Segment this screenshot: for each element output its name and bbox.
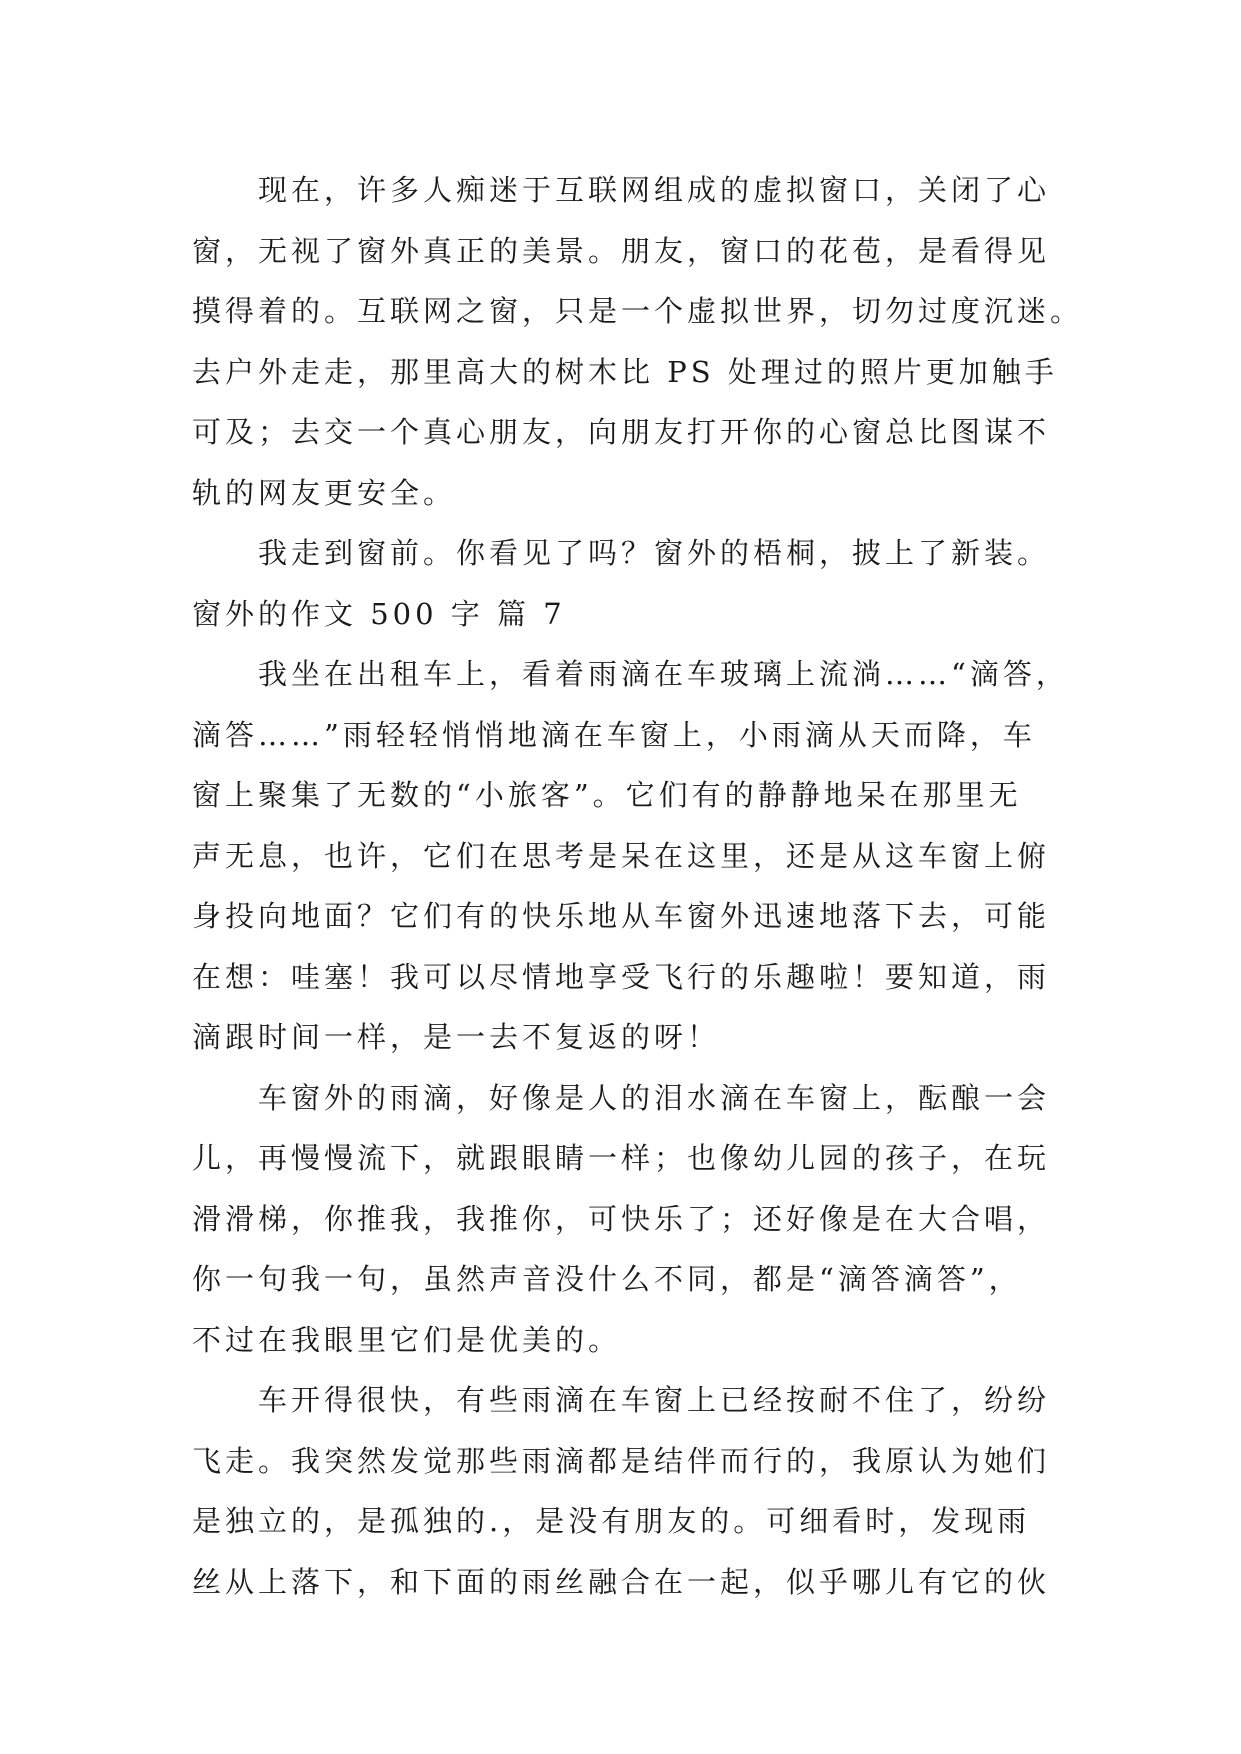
text-line: 可及；去交一个真心朋友，向朋友打开你的心窗总比图谋不: [192, 415, 1051, 449]
text-line: 在想：哇塞！我可以尽情地享受飞行的乐趣啦！要知道，雨: [192, 959, 1051, 994]
text-line: 去户外走走，那里高大的树木比 PS 处理过的照片更加触手: [192, 354, 1058, 389]
section-heading: 窗外的作文 500 字 篇 7: [192, 596, 566, 631]
text-line: 我走到窗前。你看见了吗？窗外的梧桐，披上了新装。: [258, 536, 1051, 570]
text-line: 滑滑梯，你推我，我推你，可快乐了；还好像是在大合唱，: [192, 1201, 1051, 1236]
text-line: 滴跟时间一样，是一去不复返的呀！: [192, 1020, 721, 1054]
text-line: 现在，许多人痴迷于互联网组成的虚拟窗口，关闭了心: [258, 173, 1051, 207]
text-line: 轨的网友更安全。: [192, 475, 457, 510]
text-line: 你一句我一句，虽然声音没什么不同，都是“滴答滴答”，: [192, 1262, 1022, 1296]
text-line: 丝从上落下，和下面的雨丝融合在一起，似乎哪儿有它的伙: [192, 1564, 1051, 1599]
text-line: 飞走。我突然发觉那些雨滴都是结伴而行的，我原认为她们: [192, 1443, 1051, 1478]
essay-body: [192, 160, 1084, 1612]
text-line: 不过在我眼里它们是优美的。: [192, 1322, 622, 1357]
text-line: 窗，无视了窗外真正的美景。朋友，窗口的花苞，是看得见: [192, 233, 1051, 268]
text-line: 车窗外的雨滴，好像是人的泪水滴在车窗上，酝酿一会: [258, 1080, 1051, 1115]
text-line: 儿，再慢慢流下，就跟眼睛一样；也像幼儿园的孩子，在玩: [192, 1141, 1051, 1175]
text-line: 身投向地面？它们有的快乐地从车窗外迅速地落下去，可能: [192, 899, 1051, 933]
text-line: 摸得着的。互联网之窗，只是一个虚拟世界，切勿过度沉迷。: [192, 294, 1084, 328]
text-line: 声无息，也许，它们在思考是呆在这里，还是从这车窗上俯: [192, 838, 1051, 873]
text-line: 窗上聚集了无数的“小旅客”。它们有的静静地呆在那里无: [192, 778, 1022, 812]
text-line: 滴答……”雨轻轻悄悄地滴在车窗上，小雨滴从天而降，车: [192, 717, 1036, 752]
text-line: 是独立的，是孤独的.，是没有朋友的。可细看时，发现雨: [192, 1504, 1031, 1538]
text-line: 车开得很快，有些雨滴在车窗上已经按耐不住了，纷纷: [258, 1383, 1051, 1417]
text-line: 我坐在出租车上，看着雨滴在车玻璃上流淌……“滴答，: [258, 657, 1069, 691]
